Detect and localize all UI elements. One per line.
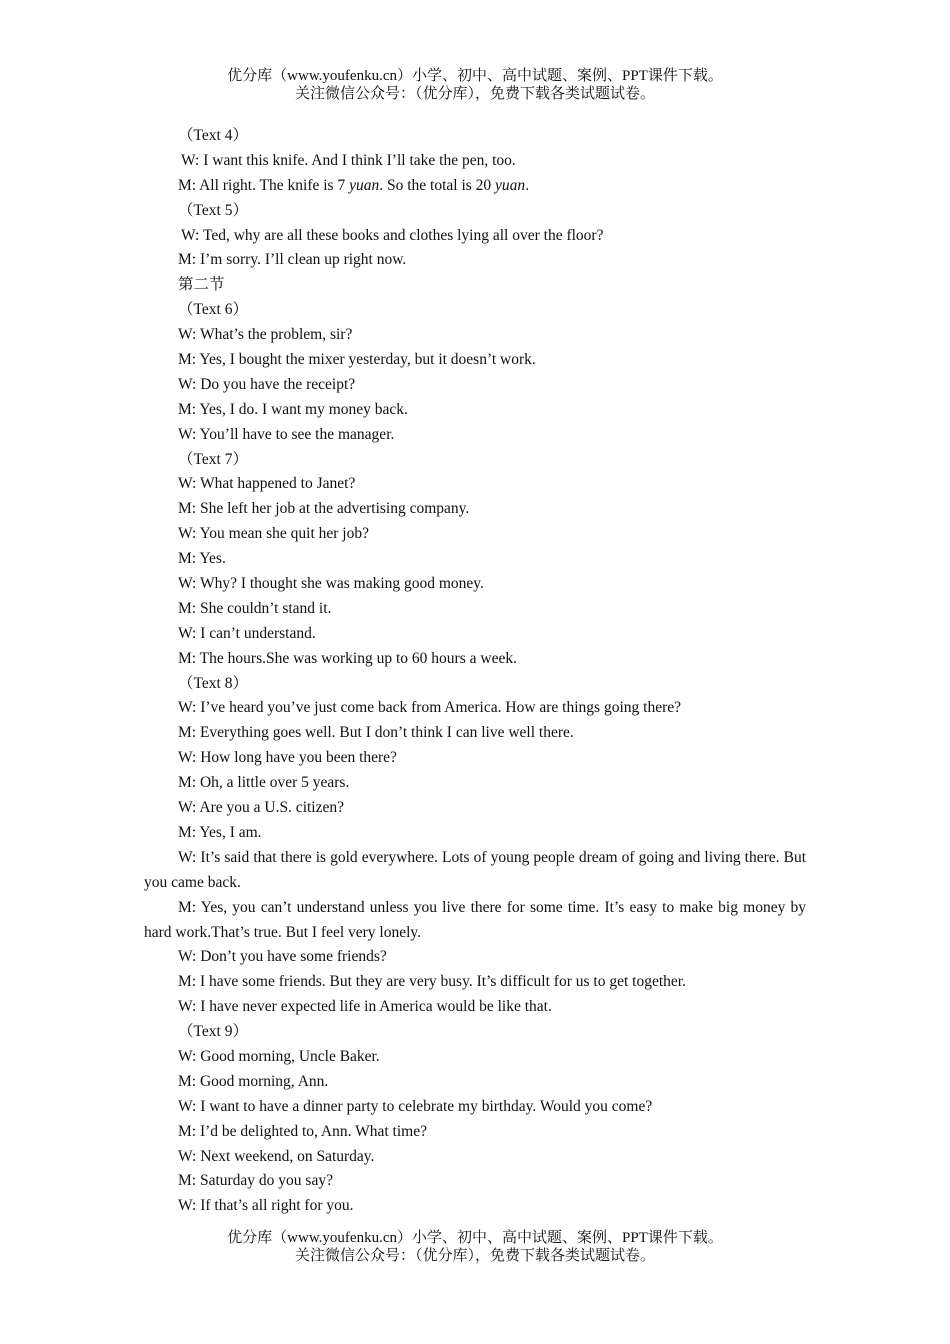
dialogue-line: W: I can’t understand. xyxy=(178,624,316,642)
dialogue-line: W: What’s the problem, sir? xyxy=(178,326,353,344)
dialogue-line: W: How long have you been there? xyxy=(178,749,397,767)
dialogue-line: M: I’m sorry. I’ll clean up right now. xyxy=(178,251,407,269)
dialogue-line: M: I’d be delighted to, Ann. What time? xyxy=(178,1122,427,1140)
dialogue-line: W: I’ve heard you’ve just come back from America. How are things going there? xyxy=(178,699,681,717)
text-9-heading: （Text 9） xyxy=(178,1023,248,1041)
text-4-heading: （Text 4） xyxy=(178,127,248,144)
header-line-1: 优分库（www.youfenku.cn）小学、初中、高中试题、案例、PPT课件下载。 xyxy=(227,68,723,84)
dialogue-fragment: . So the total is 20 xyxy=(379,176,496,194)
dialogue-line: W: I want this knife. And I think I’ll take the pen, too. xyxy=(181,151,516,169)
header-line-2: 关注微信公众号：（优分库），免费下载各类试题试卷。 xyxy=(294,86,655,102)
dialogue-line: W: If that’s all right for you. xyxy=(178,1197,354,1215)
dialogue-italic: yuan xyxy=(349,176,380,194)
dialogue-italic: yuan xyxy=(495,176,526,194)
dialogue-line: M: Yes, I do. I want my money back. xyxy=(178,400,408,418)
dialogue-line: M: Yes, I am. xyxy=(178,823,262,841)
dialogue-line: M: Yes, I bought the mixer yesterday, but it doesn’t work. xyxy=(178,351,536,369)
dialogue-fragment: M: All right. The knife is 7 xyxy=(178,176,350,194)
dialogue-line xyxy=(144,174,806,199)
footer-line-1: 优分库（www.youfenku.cn）小学、初中、高中试题、案例、PPT课件下载。 xyxy=(227,1230,723,1246)
dialogue-line: W: I want to have a dinner party to celebrate my birthday. Would you come? xyxy=(178,1097,653,1115)
dialogue-fragment: . xyxy=(525,176,530,194)
dialogue-line: W: Ted, why are all these books and clothes lying all over the floor? xyxy=(181,226,604,244)
dialogue-paragraph: M: Yes, you can’t understand unless you live there for some time. It’s easy to make big money by hard work.That’s true. But I feel very lonely. xyxy=(144,898,806,941)
dialogue-line: W: What happened to Janet? xyxy=(178,475,356,493)
text-5-heading: （Text 5） xyxy=(178,201,248,219)
dialogue-line: M: I have some friends. But they are very busy. It’s difficult for us to get together. xyxy=(178,973,686,991)
dialogue-line: M: Saturday do you say? xyxy=(178,1172,333,1190)
page-footer xyxy=(0,1229,950,1265)
page-header xyxy=(0,67,950,103)
dialogue-paragraph: W: It’s said that there is gold everywhere. Lots of young people dream of going and living there. But you came back. xyxy=(144,848,806,891)
dialogue-line: W: Do you have the receipt? xyxy=(178,375,356,393)
footer-line-2: 关注微信公众号：（优分库），免费下载各类试题试卷。 xyxy=(294,1248,655,1264)
text-8-heading: （Text 8） xyxy=(178,674,248,692)
dialogue-line: M: She couldn’t stand it. xyxy=(178,599,332,617)
document-body xyxy=(144,124,806,1219)
dialogue-line: W: You’ll have to see the manager. xyxy=(178,425,395,443)
dialogue-line: W: Next weekend, on Saturday. xyxy=(178,1147,375,1165)
dialogue-line: M: Yes. xyxy=(178,550,226,568)
text-7-heading: （Text 7） xyxy=(178,450,248,468)
text-6-heading: （Text 6） xyxy=(178,301,248,319)
dialogue-line: W: You mean she quit her job? xyxy=(178,525,369,543)
dialogue-line: M: Good morning, Ann. xyxy=(178,1072,329,1090)
dialogue-line: W: I have never expected life in America would be like that. xyxy=(178,998,552,1016)
dialogue-line: W: Good morning, Uncle Baker. xyxy=(178,1048,380,1066)
dialogue-line: M: Everything goes well. But I don’t think I can live well there. xyxy=(178,724,574,742)
dialogue-line: W: Why? I thought she was making good money. xyxy=(178,575,484,593)
section-heading: 第二节 xyxy=(178,276,225,294)
dialogue-line: W: Don’t you have some friends? xyxy=(178,948,387,966)
dialogue-line: M: Oh, a little over 5 years. xyxy=(178,774,350,792)
dialogue-line: M: The hours.She was working up to 60 hours a week. xyxy=(178,649,517,667)
dialogue-line: W: Are you a U.S. citizen? xyxy=(178,799,344,817)
dialogue-line: M: She left her job at the advertising company. xyxy=(178,500,470,518)
